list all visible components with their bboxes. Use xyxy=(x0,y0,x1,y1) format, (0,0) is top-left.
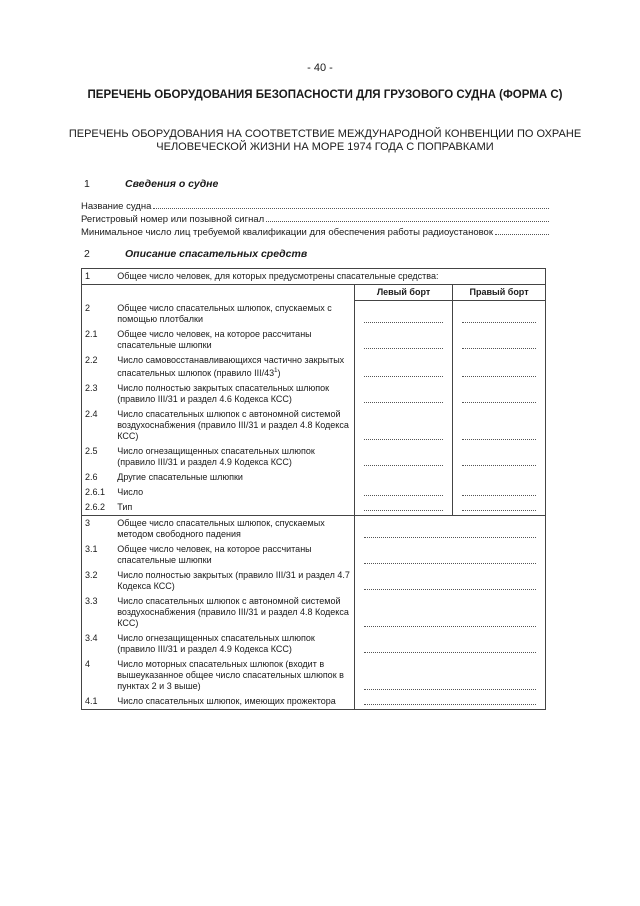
column-right-side: Правый борт xyxy=(453,285,546,301)
left-side-field[interactable] xyxy=(354,353,452,381)
left-side-field[interactable] xyxy=(354,327,452,353)
lifesaving-appliances-table xyxy=(81,268,546,710)
section-2-title: Описание спасательных средств xyxy=(125,248,308,260)
value-field[interactable] xyxy=(354,657,545,694)
right-side-field[interactable] xyxy=(453,301,546,327)
right-side-field[interactable] xyxy=(453,327,546,353)
field-ship-name-blank[interactable] xyxy=(153,201,549,209)
table-row xyxy=(82,444,546,470)
row-text-main: Число самовосстанавливающихся частично закрытых спасательных шлюпок (правило III/43 xyxy=(117,354,345,378)
table-row xyxy=(82,657,546,694)
right-side-field[interactable] xyxy=(453,444,546,470)
row-text: Число огнезащищенных спасательных шлюпок (правило III/31 и раздел 4.9 Кодекса КСС) xyxy=(117,632,315,654)
row-number: 2.3 xyxy=(85,382,98,393)
value-field[interactable] xyxy=(354,542,545,568)
left-side-field[interactable] xyxy=(354,485,452,500)
field-min-crew-label: Минимальное число лиц требуемой квалификации для обеспечения работы радиоустановок xyxy=(81,227,493,238)
field-register-number-label: Регистровый номер или позывной сигнал xyxy=(81,214,265,225)
row-text: Число полностью закрытых спасательных шлюпок (правило III/31 и раздел 4.6 Кодекса КСС) xyxy=(117,382,330,404)
row-text: Число огнезащищенных спасательных шлюпок (правило III/31 и раздел 4.9 Кодекса КСС) xyxy=(117,445,315,467)
document-title: ПЕРЕЧЕНЬ ОБОРУДОВАНИЯ БЕЗОПАСНОСТИ ДЛЯ ГРУЗОВОГО СУДНА (ФОРМА С) xyxy=(87,89,563,101)
table-row xyxy=(82,353,546,381)
table-row xyxy=(82,500,546,516)
row-text: Общее число человек, на которое рассчитаны спасательные шлюпки xyxy=(117,543,312,565)
row-text: Число спасательных шлюпок с автономной системой воздухоснабжения (правило III/31 и раздел 4.8 Кодекса КСС) xyxy=(117,595,349,628)
row-number: 4 xyxy=(85,658,91,669)
field-ship-name xyxy=(81,201,549,212)
value-field[interactable] xyxy=(354,594,545,631)
document-subtitle: ПЕРЕЧЕНЬ ОБОРУДОВАНИЯ НА СООТВЕТСТВИЕ МЕЖДУНАРОДНОЙ КОНВЕНЦИИ ПО ОХРАНЕ ЧЕЛОВЕЧЕСКОЙ ЖИЗНИ НА МОРЕ 1974 ГОДА С ПОПРАВКАМИ xyxy=(68,128,582,153)
right-side-field[interactable] xyxy=(453,407,546,444)
value-field[interactable] xyxy=(354,568,545,594)
table-row xyxy=(82,381,546,407)
row-number: 3.2 xyxy=(85,569,98,580)
table-row xyxy=(82,568,546,594)
left-side-field[interactable] xyxy=(354,407,452,444)
column-left-side: Левый борт xyxy=(354,285,452,301)
page-number: - 40 - xyxy=(307,62,333,74)
row-text: Общее число спасательных шлюпок, спускаемых методом свободного падения xyxy=(114,515,354,542)
row-text: Общее число человек, на которое рассчитаны спасательные шлюпки xyxy=(117,328,312,350)
section-1-title: Сведения о судне xyxy=(125,178,219,190)
footnote-marker: 1 xyxy=(274,367,278,374)
table-row xyxy=(82,269,546,285)
right-side-field[interactable] xyxy=(453,485,546,500)
row-number: 2.4 xyxy=(85,408,98,419)
left-side-field[interactable] xyxy=(354,500,452,516)
row-text-tail: ) xyxy=(277,367,281,378)
row-text: Число xyxy=(117,486,144,497)
row-text: Общее число человек, для которых предусмотрены спасательные средства: xyxy=(117,271,439,281)
value-field[interactable] xyxy=(354,515,545,542)
table-row xyxy=(82,515,546,542)
row-text: Число спасательных шлюпок, имеющих прожектора xyxy=(117,695,336,706)
field-ship-name-label: Название судна xyxy=(81,201,152,212)
right-side-field[interactable] xyxy=(453,353,546,381)
table-row xyxy=(82,542,546,568)
row-number: 2.2 xyxy=(85,354,98,365)
value-field[interactable] xyxy=(354,694,545,710)
table-row xyxy=(82,470,546,485)
left-side-field[interactable] xyxy=(354,301,452,327)
row-number: 2 xyxy=(85,302,91,313)
row-text: Другие спасательные шлюпки xyxy=(117,471,243,482)
table-row xyxy=(82,594,546,631)
table-row xyxy=(82,485,546,500)
value-field[interactable] xyxy=(354,631,545,657)
row-text: Тип xyxy=(117,501,133,512)
row-number: 2.6 xyxy=(85,471,98,482)
row-text: Общее число спасательных шлюпок, спускаемых с помощью плотбалки xyxy=(117,302,332,324)
row-text: Число спасательных шлюпок с автономной системой воздухоснабжения (правило III/31 и раздел 4.8 Кодекса КСС) xyxy=(117,408,349,441)
row-number: 3 xyxy=(82,515,115,542)
section-1-number: 1 xyxy=(84,178,90,190)
right-side-field[interactable] xyxy=(453,381,546,407)
table-row xyxy=(82,694,546,710)
row-number: 3.4 xyxy=(85,632,98,643)
left-side-field[interactable] xyxy=(354,381,452,407)
table-header-row xyxy=(82,285,546,301)
left-side-field[interactable] xyxy=(354,444,452,470)
row-number: 2.1 xyxy=(85,328,98,339)
field-min-crew-blank[interactable] xyxy=(495,227,549,235)
row-text: Число полностью закрытых (правило III/31 и раздел 4.7 Кодекса КСС) xyxy=(117,569,350,591)
field-register-number-blank[interactable] xyxy=(266,214,549,222)
row-number: 3.1 xyxy=(85,543,98,554)
row-number: 4.1 xyxy=(85,695,98,706)
table-row xyxy=(82,407,546,444)
row-number: 2.5 xyxy=(85,445,98,456)
section-2-number: 2 xyxy=(84,248,90,260)
row-number: 3.3 xyxy=(85,595,98,606)
field-register-number xyxy=(81,214,549,225)
row-text: Число моторных спасательных шлюпок (входит в вышеуказанное общее число спасательных шлюпок в пунктах 2 и 3 выше) xyxy=(117,658,344,691)
field-min-crew xyxy=(81,227,549,238)
table-row xyxy=(82,301,546,327)
right-side-field[interactable] xyxy=(453,500,546,516)
row-number: 2.6.1 xyxy=(85,486,106,497)
table-row xyxy=(82,631,546,657)
table-row xyxy=(82,327,546,353)
row-text xyxy=(114,353,354,381)
row-number: 2.6.2 xyxy=(85,501,106,512)
row-number: 1 xyxy=(85,271,91,281)
